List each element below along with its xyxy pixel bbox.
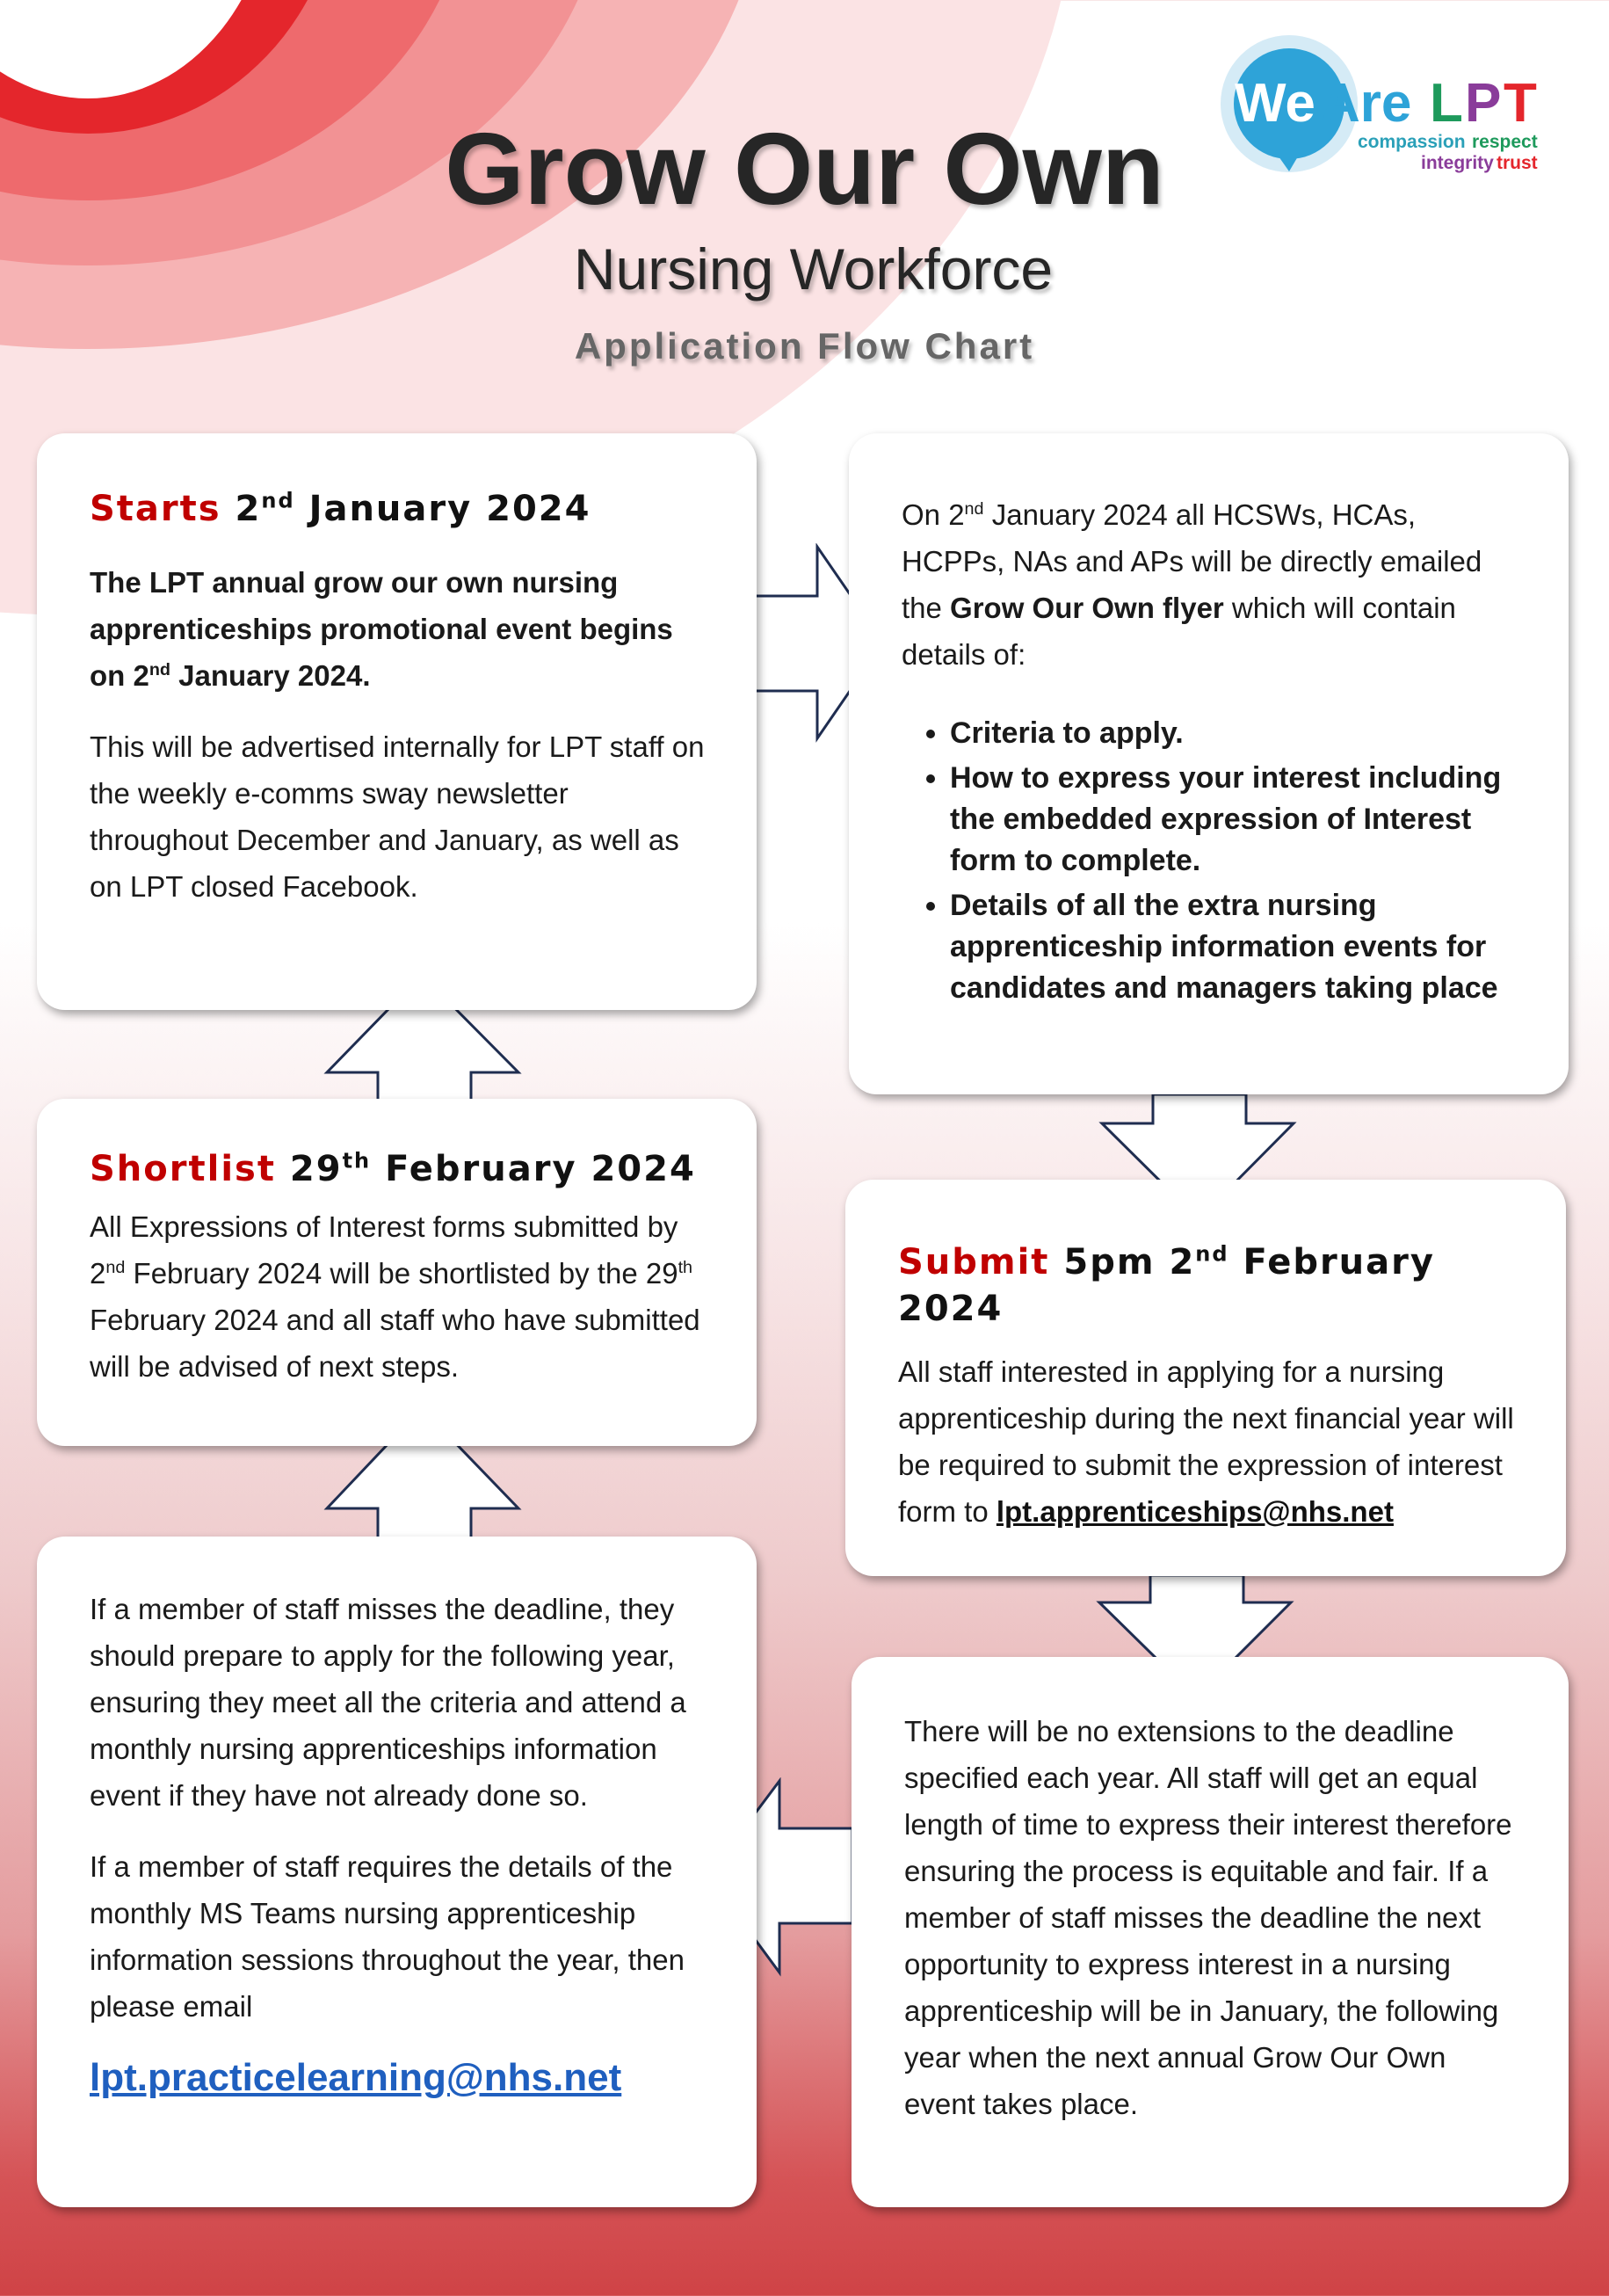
starts-heading: Starts 2nd January 2024	[90, 488, 591, 529]
flyer-details-list	[902, 713, 1525, 1009]
no-extensions-description: There will be no extensions to the deadline specified each year. All staff will get an equal length of time to express their interest therefore ensuring the process is equitable and fair. If a member of staff misses the deadline the next opportunity to express interest in a nursing apprenticeship will be in January, the following year when the next annual Grow Our Own event takes place.	[904, 1715, 1512, 2120]
starts-description: This will be advertised internally for LPT staff on the weekly e-comms sway newsletter throughout December and January, as well as on LPT closed Facebook.	[90, 730, 705, 903]
page-title: Grow Our Own	[445, 112, 1164, 226]
submit-description: All staff interested in applying for a nursing apprenticeship during the next financial year will be required to submit the expression of interest form to lpt.apprenticeships@nhs.net	[898, 1355, 1514, 1528]
we-are-lpt-logo	[1217, 35, 1569, 180]
list-item: • Details of all the extra nursing apprenticeship information events for candidates and managers taking place	[950, 885, 1525, 1009]
svg-text:compassion: compassion	[1358, 132, 1466, 152]
submit-box	[845, 1180, 1566, 1576]
svg-text:We: We	[1235, 73, 1315, 134]
shortlist-heading: Shortlist 29th February 2024	[90, 1148, 696, 1189]
flyer-description: On 2nd January 2024 all HCSWs, HCAs, HCPPs, NAs and APs will be directly emailed the Grow Our Own flyer which will contain details of:	[902, 498, 1482, 671]
svg-text:L: L	[1430, 73, 1463, 134]
svg-text:trust: trust	[1497, 153, 1538, 173]
page-tagline: Application Flow Chart	[574, 325, 1035, 367]
svg-text:Are: Are	[1321, 73, 1412, 134]
shortlist-description: All Expressions of Interest forms submitted by 2nd February 2024 will be shortlisted by the 29th February 2024 and all staff who have submitted will be advised of next steps.	[90, 1210, 700, 1383]
ms-teams-sessions-description: If a member of staff requires the details of the monthly MS Teams nursing apprenticeship information sessions throughout the year, then please email	[90, 1850, 685, 2023]
svg-text:respect: respect	[1472, 132, 1538, 152]
page-subtitle: Nursing Workforce	[573, 236, 1054, 302]
missed-deadline-box	[37, 1537, 757, 2207]
practicelearning-email-link[interactable]: lpt.practicelearning@nhs.net	[90, 2056, 622, 2099]
starts-summary: The LPT annual grow our own nursing apprenticeships promotional event begins on 2nd January 2024.	[90, 566, 673, 692]
missed-deadline-description: If a member of staff misses the deadline, they should prepare to apply for the following year, ensuring they meet all the criteria and attend a monthly nursing apprenticeships information event if they have not already done so.	[90, 1593, 686, 1812]
submit-heading: Submit 5pm 2nd February 2024	[898, 1241, 1435, 1329]
list-item: • Criteria to apply.	[950, 713, 1525, 754]
list-item: • How to express your interest including the embedded expression of Interest form to complete.	[950, 758, 1525, 882]
starts-box	[37, 433, 757, 1010]
apprenticeships-email-link[interactable]: lpt.apprenticeships@nhs.net	[996, 1495, 1394, 1528]
no-extensions-box	[852, 1657, 1569, 2207]
flyer-box	[849, 433, 1569, 1094]
svg-text:integrity: integrity	[1421, 153, 1494, 173]
svg-text:P: P	[1465, 73, 1502, 134]
shortlist-box	[37, 1099, 757, 1446]
svg-text:T: T	[1504, 73, 1537, 134]
